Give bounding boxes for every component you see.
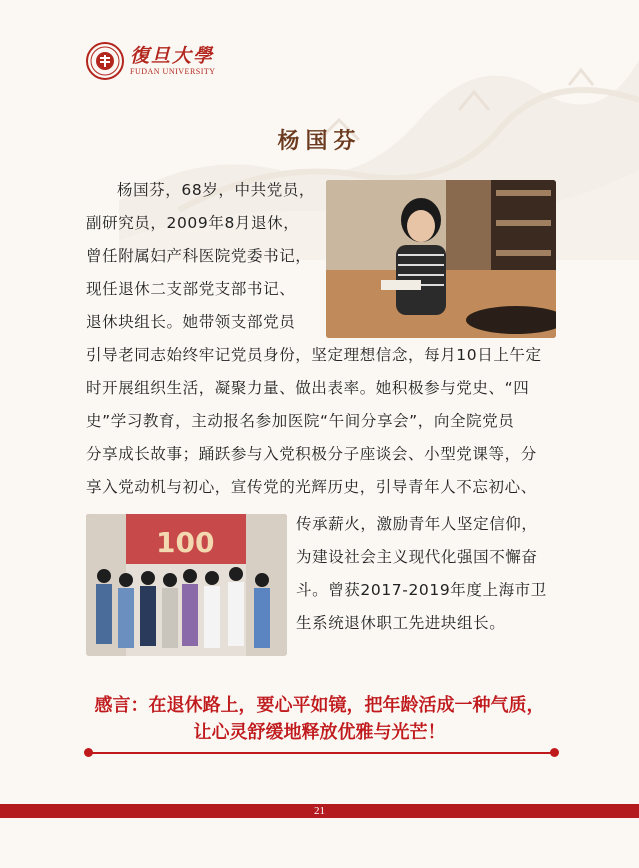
text-line: 引导老同志始终牢记党员身份，坚定理想信念，每月10日上午定 bbox=[86, 346, 542, 364]
text-line: 现任退休二支部党支部书记、 bbox=[86, 280, 296, 298]
text-line: 传承薪火，激励青年人坚定信仰， bbox=[296, 515, 538, 533]
footer-bar bbox=[0, 804, 639, 818]
body-text-bottom bbox=[296, 508, 566, 640]
text-line: 生系统退休职工先进块组长。 bbox=[296, 614, 506, 632]
quote-line-2: 让心灵舒缓地释放优雅与光芒！ bbox=[193, 722, 446, 743]
text-line: 退休块组长。她带领支部党员 bbox=[86, 313, 296, 331]
university-logo bbox=[86, 42, 216, 80]
text-line: 时开展组织生活，凝聚力量、做出表率。她积极参与党史、“四 bbox=[86, 379, 530, 397]
text-line: 副研究员，2009年8月退休， bbox=[86, 214, 300, 232]
body-text-middle bbox=[86, 339, 556, 504]
divider-dot-left bbox=[84, 748, 93, 757]
text-line: 杨国芬，68岁，中共党员， bbox=[117, 181, 316, 199]
portrait-photo bbox=[326, 180, 556, 338]
text-line: 享入党动机与初心，宣传党的光辉历史，引导青年人不忘初心、 bbox=[86, 478, 537, 496]
logo-english-name: FUDAN UNIVERSITY bbox=[130, 67, 216, 76]
page-number: 21 bbox=[314, 805, 325, 817]
text-line: 史”学习教育，主动报名参加医院“午间分享会”，向全院党员 bbox=[86, 412, 515, 430]
text-line: 为建设社会主义现代化强国不懈奋 bbox=[296, 548, 538, 566]
logo-chinese-name: 復旦大學 bbox=[130, 45, 215, 67]
text-line: 分享成长故事；踊跃参与入党积极分子座谈会、小型党课等，分 bbox=[86, 445, 537, 463]
text-line: 斗。曾获2017-2019年度上海市卫 bbox=[296, 581, 547, 599]
body-text-top bbox=[86, 174, 322, 339]
svg-text:100: 100 bbox=[156, 526, 215, 559]
quote-line-1: 感言：在退休路上，要心平如镜，把年龄活成一种气质， bbox=[94, 695, 545, 716]
fudan-seal-icon bbox=[86, 42, 124, 80]
text-line: 曾任附属妇产科医院党委书记， bbox=[86, 247, 312, 265]
page-title: 杨国芬 bbox=[277, 128, 362, 154]
testimonial-quote bbox=[0, 692, 639, 746]
group-photo bbox=[86, 514, 287, 656]
quote-divider bbox=[88, 752, 554, 754]
divider-dot-right bbox=[550, 748, 559, 757]
